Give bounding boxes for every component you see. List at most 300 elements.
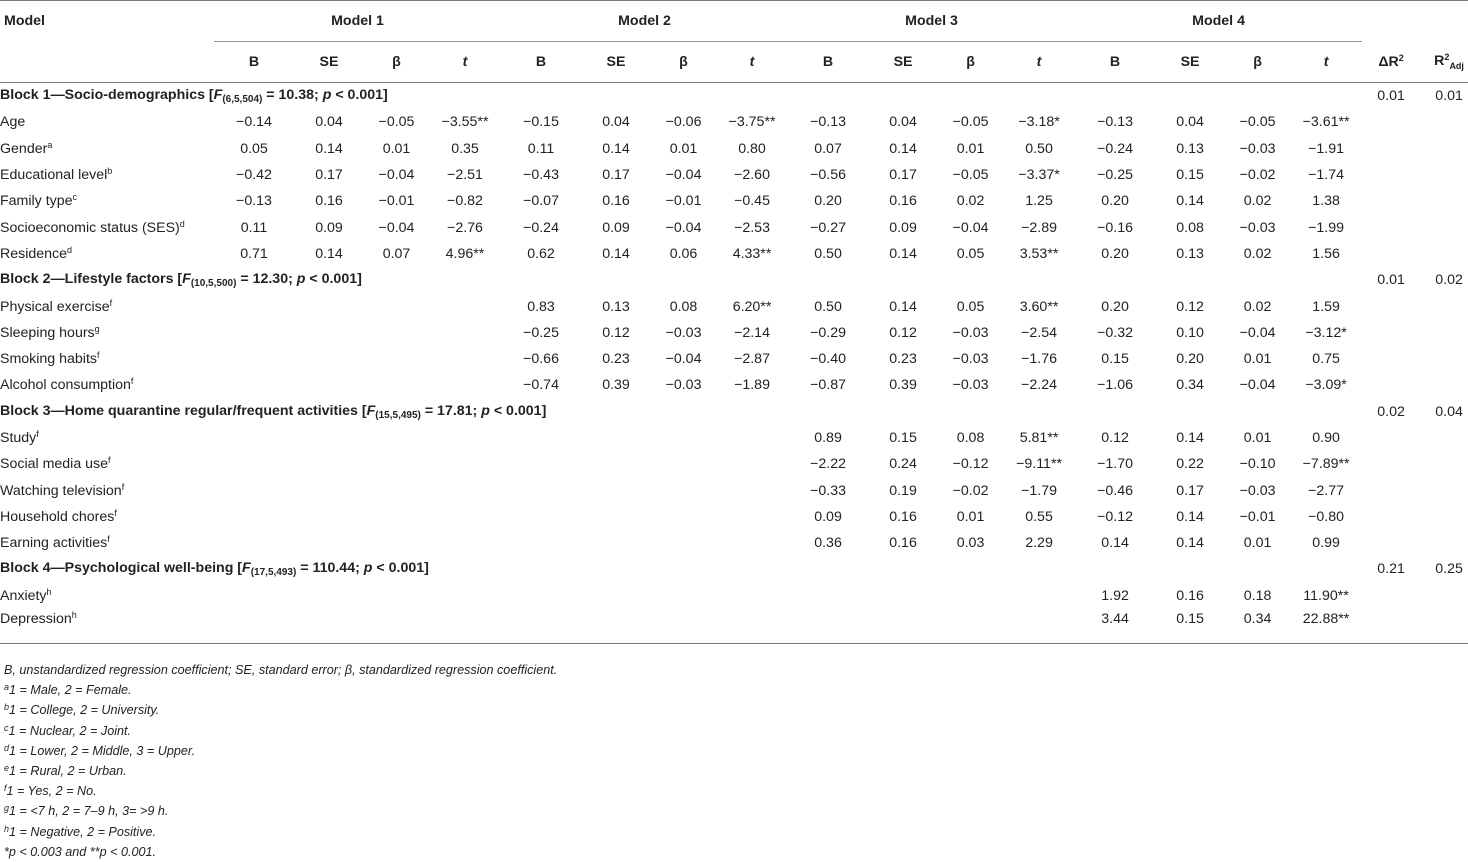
cell-value — [1003, 609, 1075, 644]
row-label: Watching television$^f$ — [0, 481, 125, 499]
cell-value: 0.17 — [889, 167, 917, 184]
cell-value: −0.16 — [1097, 219, 1133, 236]
footnote: $^b$1 = College, 2 = University. — [4, 702, 160, 718]
cell-value: −0.87 — [810, 377, 846, 394]
cell-value: −9.11** — [1016, 456, 1062, 473]
cell-value — [214, 477, 294, 503]
footnote: $^f$1 = Yes, 2 = No. — [4, 783, 97, 799]
cell-value: 0.14 — [1176, 508, 1204, 525]
cell-value: 0.14 — [602, 140, 630, 157]
cell-value: −0.04 — [665, 351, 702, 368]
cell-value: 2.29 — [1025, 535, 1053, 552]
cell-value: −0.14 — [236, 114, 272, 131]
cell-value: −0.05 — [952, 114, 989, 131]
cell-value: 3.53** — [1019, 245, 1059, 262]
cell-value: −2.60 — [734, 167, 770, 184]
model-3-header: Model 3 — [788, 1, 1075, 42]
row-label: Study$^f$ — [0, 429, 39, 446]
table-row — [0, 214, 1468, 240]
row-label: Earning activities$^f$ — [0, 534, 110, 552]
subcol-header: SE — [319, 54, 339, 70]
cell-value: 0.11 — [240, 219, 268, 236]
row-label: Smoking habits$^f$ — [0, 350, 100, 368]
cell-value — [651, 530, 716, 556]
cell-value — [364, 477, 429, 503]
cell-value: −7.89** — [1302, 456, 1350, 473]
cell-value: −2.53 — [734, 219, 770, 236]
row-label: Sleeping hours$^g$ — [0, 323, 100, 341]
cell-value — [214, 583, 294, 609]
footnote: $^a$1 = Male, 2 = Female. — [4, 682, 132, 698]
cell-value: −0.24 — [1097, 140, 1133, 157]
cell-value: 0.14 — [1101, 535, 1129, 552]
cell-value: 0.16 — [602, 193, 630, 210]
adjusted-r2-value: 0.02 — [1435, 272, 1463, 289]
cell-value: −2.22 — [810, 456, 846, 473]
cell-value: −0.66 — [523, 351, 559, 368]
table-row — [0, 320, 1468, 346]
cell-value: −0.03 — [665, 324, 702, 341]
cell-value: −0.12 — [1097, 508, 1133, 525]
delta-r2-value: 0.01 — [1377, 272, 1405, 289]
cell-value: 0.01 — [1243, 351, 1272, 368]
subcol-header: SE — [606, 54, 626, 70]
cell-value: 0.02 — [956, 193, 985, 210]
cell-value: 0.09 — [814, 508, 842, 525]
cell-value: −0.25 — [1097, 167, 1133, 184]
cell-value — [294, 425, 364, 451]
block-heading: Block 3—Home quarantine regular/frequent activities [$F_{(15,5,495)} = 17.81$; p < 0.001] — [0, 402, 547, 421]
cell-value — [364, 609, 429, 644]
cell-value — [501, 451, 581, 477]
cell-value: 6.20** — [732, 298, 772, 315]
cell-value: 0.62 — [527, 245, 555, 262]
cell-value: 0.20 — [1176, 351, 1204, 368]
cell-value: −0.05 — [952, 167, 989, 184]
cell-value: 0.23 — [889, 351, 917, 368]
block-row — [0, 267, 1468, 293]
cell-value: −2.87 — [734, 351, 770, 368]
cell-value: 0.99 — [1312, 535, 1340, 552]
cell-value — [294, 451, 364, 477]
cell-value: −1.74 — [1308, 167, 1344, 184]
row-label: Residence$^d$ — [0, 244, 73, 262]
cell-value: 0.14 — [315, 140, 343, 157]
cell-value: 0.20 — [1101, 298, 1129, 315]
cell-value: 0.01 — [956, 508, 985, 525]
cell-value: −0.05 — [378, 114, 415, 131]
cell-value — [716, 583, 788, 609]
cell-value: −0.03 — [952, 377, 989, 394]
block-heading: Block 2—Lifestyle factors [$F_{(10,5,500)} = 12.30$; p < 0.001] — [0, 271, 362, 290]
cell-value: 0.20 — [814, 193, 842, 210]
cell-value: 0.15 — [1176, 167, 1204, 184]
cell-value: 0.16 — [1176, 587, 1204, 604]
row-label: Educational level$^b$ — [0, 166, 113, 184]
cell-value: 0.01 — [382, 140, 411, 157]
cell-value: −0.15 — [523, 114, 559, 131]
cell-value: −0.03 — [1239, 140, 1276, 157]
cell-value — [429, 320, 501, 346]
cell-value: −0.13 — [236, 193, 272, 210]
cell-value — [581, 451, 651, 477]
cell-value — [501, 425, 581, 451]
header-row-stats — [0, 42, 1468, 83]
cell-value: 0.75 — [1312, 351, 1340, 368]
cell-value — [364, 530, 429, 556]
cell-value — [501, 609, 581, 644]
cell-value: −0.25 — [523, 324, 559, 341]
cell-value: −0.27 — [810, 219, 846, 236]
cell-value: 0.03 — [956, 535, 985, 552]
subcol-header: SE — [893, 54, 913, 70]
cell-value: −2.54 — [1021, 324, 1057, 341]
cell-value — [716, 530, 788, 556]
cell-value: −0.13 — [1097, 114, 1133, 131]
cell-value: −0.03 — [952, 351, 989, 368]
cell-value — [294, 293, 364, 319]
cell-value: 0.14 — [889, 298, 917, 315]
cell-value: −3.55** — [441, 114, 489, 131]
cell-value: −0.13 — [810, 114, 846, 131]
cell-value — [294, 372, 364, 398]
cell-value: 0.17 — [1176, 482, 1204, 499]
block-heading: Block 1—Socio-demographics [$F_{(6,5,504)} = 10.38$; p < 0.001] — [0, 87, 388, 106]
cell-value: 0.20 — [1101, 193, 1129, 210]
cell-value: −0.80 — [1308, 508, 1344, 525]
row-label: Anxiety$^h$ — [0, 586, 52, 604]
cell-value: −0.04 — [378, 219, 415, 236]
cell-value: 1.38 — [1312, 193, 1340, 210]
cell-value: −0.04 — [1239, 324, 1276, 341]
cell-value — [364, 372, 429, 398]
table-row — [0, 530, 1468, 556]
cell-value — [294, 583, 364, 609]
cell-value: 0.04 — [889, 114, 917, 131]
cell-value: −3.75** — [728, 114, 776, 131]
cell-value — [716, 425, 788, 451]
cell-value — [1003, 583, 1075, 609]
cell-value: −0.04 — [952, 219, 989, 236]
cell-value — [716, 451, 788, 477]
cell-value: 0.08 — [956, 430, 985, 446]
header-row-models — [0, 1, 1468, 42]
cell-value — [429, 583, 501, 609]
cell-value: 11.90** — [1303, 587, 1349, 604]
cell-value: 0.14 — [1176, 430, 1204, 446]
table-row — [0, 609, 1468, 644]
cell-value: −1.06 — [1097, 377, 1133, 394]
cell-value: 0.14 — [602, 245, 630, 262]
cell-value: −0.32 — [1097, 324, 1133, 341]
cell-value: −0.06 — [665, 114, 702, 131]
cell-value — [581, 609, 651, 644]
row-label: Age — [0, 114, 26, 131]
subcol-header: t — [1323, 54, 1329, 70]
cell-value: 3.60** — [1019, 298, 1059, 315]
cell-value: 0.10 — [1176, 324, 1204, 341]
cell-value: −0.04 — [378, 167, 415, 184]
cell-value: 0.09 — [602, 219, 630, 236]
model-2-header: Model 2 — [501, 1, 788, 42]
cell-value: 0.04 — [315, 114, 343, 131]
cell-value — [651, 583, 716, 609]
cell-value: 0.12 — [1101, 430, 1129, 446]
cell-value: 0.13 — [1176, 140, 1204, 157]
cell-value — [501, 477, 581, 503]
cell-value: −0.12 — [952, 456, 989, 473]
footnote: $^e$1 = Rural, 2 = Urban. — [4, 763, 127, 779]
cell-value — [294, 530, 364, 556]
cell-value — [364, 504, 429, 530]
model-1-header: Model 1 — [214, 1, 501, 42]
cell-value — [868, 583, 938, 609]
cell-value: 0.01 — [956, 140, 985, 157]
cell-value — [294, 477, 364, 503]
cell-value: 0.16 — [315, 193, 343, 210]
table-row — [0, 293, 1468, 319]
cell-value — [214, 346, 294, 372]
cell-value: 0.14 — [1176, 193, 1204, 210]
cell-value — [581, 583, 651, 609]
table-row — [0, 136, 1468, 162]
cell-value: −3.37* — [1018, 167, 1060, 184]
cell-value: 0.23 — [602, 351, 630, 368]
cell-value — [364, 293, 429, 319]
cell-value: 4.33** — [732, 245, 772, 262]
table-row — [0, 477, 1468, 503]
cell-value — [429, 293, 501, 319]
cell-value: −2.51 — [447, 167, 483, 184]
cell-value: 22.88** — [1290, 609, 1362, 644]
cell-value: 0.08 — [1176, 219, 1204, 236]
subcol-header: β — [679, 54, 688, 70]
cell-value: 0.90 — [1312, 430, 1340, 446]
cell-value: −0.03 — [1239, 482, 1276, 499]
cell-value — [214, 530, 294, 556]
subcol-header: B — [535, 54, 547, 70]
cell-value — [429, 425, 501, 451]
cell-value: 0.50 — [1025, 140, 1053, 157]
cell-value — [294, 320, 364, 346]
cell-value: −0.07 — [523, 193, 559, 210]
block-row — [0, 556, 1468, 582]
cell-value: −2.24 — [1021, 377, 1057, 394]
adjusted-r2-value: 0.04 — [1435, 403, 1463, 420]
cell-value: −0.56 — [810, 167, 846, 184]
cell-value: 0.14 — [889, 245, 917, 262]
cell-value: 0.14 — [889, 140, 917, 157]
subcol-header: β — [1253, 54, 1262, 70]
subcol-header: β — [392, 54, 401, 70]
cell-value: 5.81** — [1019, 430, 1059, 446]
row-label: Gender$^a$ — [0, 139, 53, 157]
subcol-header: B — [248, 54, 260, 70]
cell-value — [429, 346, 501, 372]
model-4-header: Model 4 — [1075, 1, 1362, 42]
cell-value — [501, 530, 581, 556]
cell-value: −3.12* — [1305, 324, 1347, 341]
cell-value — [868, 609, 938, 644]
cell-value: 0.02 — [1243, 298, 1272, 315]
cell-value — [651, 609, 716, 644]
row-label: Social media use$^f$ — [0, 455, 111, 473]
cell-value: −1.91 — [1308, 140, 1344, 157]
block-heading: Block 4—Psychological well-being [$F_{(17,5,493)} = 110.44$; p < 0.001] — [0, 560, 429, 579]
cell-value — [214, 372, 294, 398]
cell-value: 0.05 — [956, 245, 985, 262]
cell-value: 0.06 — [669, 245, 698, 262]
cell-value — [364, 346, 429, 372]
cell-value: −1.76 — [1021, 351, 1057, 368]
cell-value: 0.15 — [1101, 351, 1129, 368]
cell-value: 0.01 — [1243, 535, 1272, 552]
subcol-header: t — [1036, 54, 1042, 70]
footnote: $^g$1 = <7 h, 2 = 7–9 h, 3= >9 h. — [4, 803, 169, 819]
cell-value: 0.35 — [451, 140, 479, 157]
cell-value: 0.36 — [814, 535, 842, 552]
subcol-header: SE — [1180, 54, 1200, 70]
cell-value: −0.04 — [665, 167, 702, 184]
row-label: Socioeconomic status (SES)$^d$ — [0, 218, 185, 236]
cell-value: 1.25 — [1025, 193, 1053, 210]
cell-value: −0.03 — [952, 324, 989, 341]
table-footnotes — [4, 660, 557, 862]
subcol-header: β — [966, 54, 975, 70]
cell-value: 0.14 — [315, 245, 343, 262]
cell-value: 0.04 — [602, 114, 630, 131]
cell-value: −0.01 — [1239, 508, 1276, 525]
cell-value: 0.17 — [315, 167, 343, 184]
cell-value — [214, 320, 294, 346]
cell-value — [716, 609, 788, 644]
subcol-header: t — [462, 54, 468, 70]
cell-value: −0.33 — [810, 482, 846, 499]
cell-value — [501, 504, 581, 530]
cell-value: 0.34 — [1225, 609, 1290, 644]
footnote: *p < 0.003 and **p < 0.001. — [4, 844, 156, 859]
cell-value: 0.55 — [1025, 508, 1053, 525]
subcol-header: B — [1109, 54, 1121, 70]
cell-value: 0.05 — [240, 140, 268, 157]
subcol-header: t — [749, 54, 755, 70]
cell-value: 0.83 — [527, 298, 555, 315]
cell-value — [938, 609, 1003, 644]
cell-value: 0.01 — [669, 140, 698, 157]
cell-value: −1.89 — [734, 377, 770, 394]
cell-value: 0.01 — [1243, 430, 1272, 446]
cell-value: −2.89 — [1021, 219, 1057, 236]
table-row — [0, 162, 1468, 188]
cell-value: 0.22 — [1176, 456, 1204, 473]
cell-value: −0.46 — [1097, 482, 1133, 499]
cell-value — [214, 425, 294, 451]
cell-value: 0.13 — [602, 298, 630, 315]
cell-value: −0.03 — [665, 377, 702, 394]
cell-value — [429, 504, 501, 530]
cell-value: 0.80 — [738, 140, 766, 157]
cell-value — [651, 504, 716, 530]
cell-value: −0.01 — [665, 193, 702, 210]
block-row — [0, 83, 1468, 110]
table-row — [0, 346, 1468, 372]
cell-value: −0.03 — [1239, 219, 1276, 236]
footnote: $^d$1 = Lower, 2 = Middle, 3 = Upper. — [4, 742, 196, 758]
cell-value — [429, 530, 501, 556]
table-row — [0, 188, 1468, 214]
cell-value: 0.34 — [1176, 377, 1204, 394]
cell-value — [294, 346, 364, 372]
cell-value: 0.14 — [1176, 535, 1204, 552]
cell-value — [294, 609, 364, 644]
row-label: Family type$^c$ — [0, 192, 78, 210]
cell-value: 1.56 — [1312, 245, 1340, 262]
cell-value: 0.12 — [889, 324, 917, 341]
cell-value: −1.99 — [1308, 219, 1344, 236]
footnote: $^c$1 = Nuclear, 2 = Joint. — [4, 722, 132, 738]
cell-value: −0.10 — [1239, 456, 1276, 473]
row-label: Alcohol consumption$^f$ — [0, 376, 134, 394]
cell-value — [501, 583, 581, 609]
cell-value: 0.19 — [889, 482, 917, 499]
cell-value: −0.29 — [810, 324, 846, 341]
model-column-header: Model — [0, 1, 214, 42]
cell-value: 0.89 — [814, 430, 842, 446]
cell-value: 1.92 — [1101, 587, 1129, 604]
table-row — [0, 425, 1468, 451]
cell-value: 0.02 — [1243, 193, 1272, 210]
cell-value — [429, 451, 501, 477]
cell-value: −0.45 — [734, 193, 770, 210]
adjusted-r2-value: 0.01 — [1435, 88, 1463, 105]
cell-value: −0.74 — [523, 377, 559, 394]
block-row — [0, 399, 1468, 425]
table-row — [0, 241, 1468, 267]
cell-value: 0.71 — [240, 245, 268, 262]
cell-value: 4.96** — [445, 245, 485, 262]
cell-value — [214, 609, 294, 644]
cell-value: −0.24 — [523, 219, 559, 236]
adjusted-r2-header: $R^2_{Adj}$ — [1434, 51, 1464, 71]
cell-value: 0.12 — [1176, 298, 1204, 315]
cell-value: 0.50 — [814, 298, 842, 315]
cell-value — [651, 451, 716, 477]
cell-value: 0.15 — [889, 430, 917, 446]
cell-value: 0.18 — [1243, 587, 1272, 604]
cell-value: 0.12 — [602, 324, 630, 341]
cell-value: 0.09 — [889, 219, 917, 236]
footnote: B, unstandardized regression coefficient; SE, standard error; β, standardized regression coefficient. — [4, 663, 558, 677]
cell-value — [716, 504, 788, 530]
cell-value: 0.09 — [315, 219, 343, 236]
cell-value: −0.40 — [810, 351, 846, 368]
cell-value: 0.02 — [1243, 245, 1272, 262]
cell-value — [429, 372, 501, 398]
cell-value — [938, 583, 1003, 609]
cell-value: −1.70 — [1097, 456, 1133, 473]
subcol-header: B — [822, 54, 834, 70]
cell-value — [581, 425, 651, 451]
cell-value: 0.13 — [1176, 245, 1204, 262]
table-row — [0, 372, 1468, 398]
cell-value: −3.18* — [1018, 114, 1060, 131]
cell-value: −3.09* — [1305, 377, 1347, 394]
cell-value: −3.61** — [1302, 114, 1350, 131]
cell-value: 0.15 — [1155, 609, 1225, 644]
cell-value — [429, 609, 501, 644]
cell-value: 0.39 — [602, 377, 630, 394]
cell-value: −0.82 — [447, 193, 483, 210]
